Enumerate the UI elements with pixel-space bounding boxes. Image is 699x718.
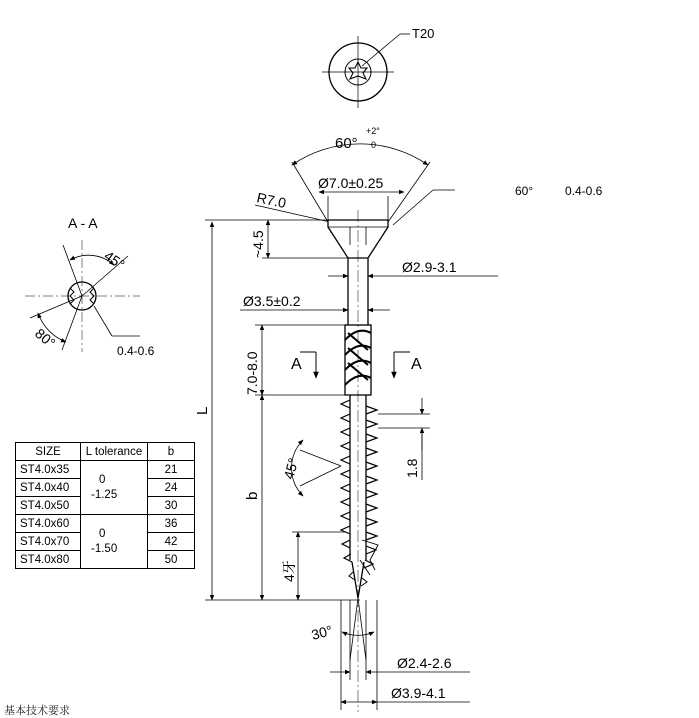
tolerance-upper: 0 <box>99 473 106 486</box>
b-cell: 36 <box>148 515 195 533</box>
section-angle-top: 45° <box>101 247 128 273</box>
tolerance-upper: 0 <box>99 527 106 540</box>
b-cell: 50 <box>148 551 195 569</box>
top-view <box>322 34 410 108</box>
tolerance-lower: -1.25 <box>91 488 118 501</box>
head-angle: 60° <box>335 135 358 152</box>
tolerance-lower: -1.50 <box>91 542 118 555</box>
size-cell: ST4.0x40 <box>16 479 81 497</box>
header-b: b <box>148 443 195 461</box>
b-cell: 42 <box>148 533 195 551</box>
b-cell: 30 <box>148 497 195 515</box>
callout-angle: 60° <box>515 184 534 198</box>
footer-text: 基本技术要求 <box>4 704 70 717</box>
overall-length-dimension <box>205 222 360 600</box>
size-table <box>15 442 195 569</box>
minor-diameter: Ø2.4-2.6 <box>397 655 452 671</box>
head-diameter-dimension <box>319 192 404 220</box>
overall-length: L <box>194 406 211 415</box>
b-cell: 21 <box>148 461 195 479</box>
callout-range: 0.4-0.6 <box>565 184 603 198</box>
head-diameter: Ø7.0±0.25 <box>318 175 384 191</box>
section-rib-height: 0.4-0.6 <box>117 344 155 358</box>
table-row <box>16 461 195 479</box>
cut-label-right: A <box>411 356 422 373</box>
cut-label-left: A <box>291 356 302 373</box>
cutter-length-dimension <box>292 532 345 600</box>
thread-angle: 45° <box>280 456 302 481</box>
tip-angle: 30° <box>309 621 335 643</box>
head-radius: R7.0 <box>255 189 288 212</box>
head-angle-tol-lower: 0 <box>371 140 377 150</box>
table-row <box>16 515 195 533</box>
tolerance-group-1 <box>81 461 148 515</box>
b-cell: 24 <box>148 479 195 497</box>
tolerance-group-2 <box>81 515 148 569</box>
head-callout-leader <box>393 190 455 225</box>
radius-leader <box>255 205 330 222</box>
thread-length: b <box>244 491 261 500</box>
neck-diameter: Ø2.9-3.1 <box>402 259 457 275</box>
table-header-row <box>16 443 195 461</box>
header-l-tolerance: L tolerance <box>81 443 148 461</box>
shank-diameter: Ø3.5±0.2 <box>243 293 301 309</box>
knurl-length: 7.0-8.0 <box>244 351 260 395</box>
size-cell: ST4.0x80 <box>16 551 81 569</box>
major-diameter: Ø3.9-4.1 <box>391 685 446 701</box>
head-height-dimension <box>205 220 348 258</box>
pitch: 1.8 <box>404 458 420 478</box>
size-cell: ST4.0x60 <box>16 515 81 533</box>
section-angle-bottom: 80° <box>32 325 59 351</box>
head-height: ~4.5 <box>250 230 266 258</box>
header-size: SIZE <box>16 443 81 461</box>
section-title: A - A <box>68 215 98 231</box>
drive-label: T20 <box>412 26 435 41</box>
size-cell: ST4.0x50 <box>16 497 81 515</box>
head-angle-tol-upper: +2° <box>366 126 380 136</box>
size-cell: ST4.0x70 <box>16 533 81 551</box>
cutter-length: 4牙 <box>281 560 297 582</box>
size-cell: ST4.0x35 <box>16 461 81 479</box>
